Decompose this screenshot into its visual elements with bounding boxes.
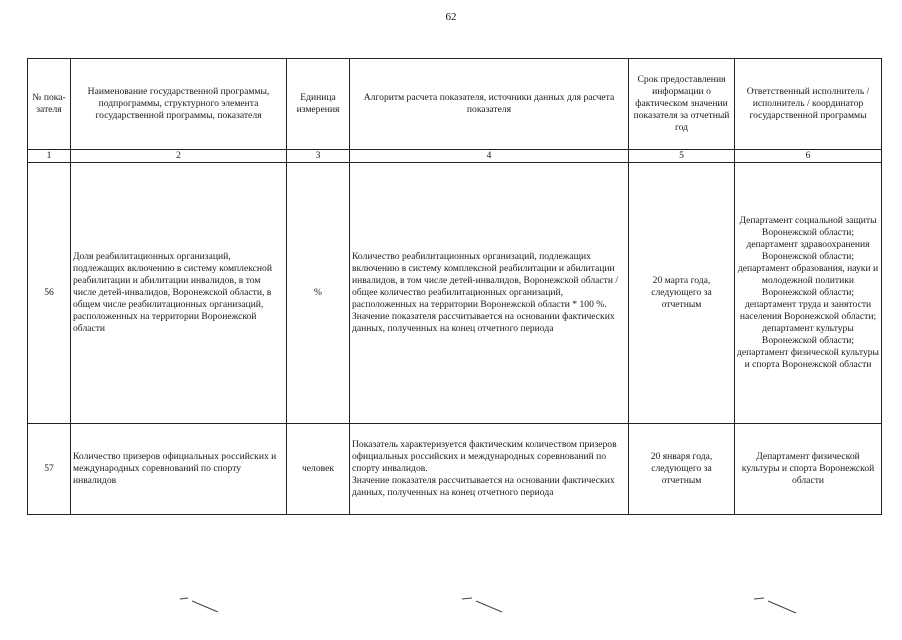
table-header-row [28,59,882,150]
indicator-deadline: 20 марта года, следующего за отчетным [629,163,735,424]
algorithm-paragraph: Количество реабилитационных организаций, подлежащих включению в систему комплексной реабилитации и абилитации инвалидов, в том числе детей-инвалидов, Воронежской области / общее количество реабилитационных организаций, расположенных на территории Воронежской области * 100 %. [352,251,619,310]
column-number: 6 [735,150,882,163]
indicator-algorithm [350,424,629,515]
header-algorithm: Алгоритм расчета показателя, источники данных для расчета показателя [350,59,629,150]
header-executor: Ответственный исполнитель / исполнитель / координатор государственной программы [735,59,882,150]
scan-mark [752,596,812,616]
indicators-table [27,58,882,515]
indicator-name: Количество призеров официальных российских и международных соревнований по спорту инвалидов [71,424,287,515]
scan-mark [460,596,520,616]
indicator-name: Доля реабилитационных организаций, подлежащих включению в систему комплексной реабилитации и абилитации инвалидов, в том числе детей-инвалидов, Воронежской области, в общем числе реабилитационных организаций, расположенных на территории Воронежской области [71,163,287,424]
indicator-algorithm [350,163,629,424]
indicator-unit: % [287,163,350,424]
indicator-number: 57 [28,424,71,515]
table-row [28,163,882,424]
indicator-unit: человек [287,424,350,515]
header-program-name: Наименование государственной программы, подпрограммы, структурного элемента государственной программы, показателя [71,59,287,150]
column-number: 4 [350,150,629,163]
algorithm-paragraph: Значение показателя рассчитывается на основании фактических данных, полученных на конец отчетного периода [352,475,615,498]
header-unit: Единица измерения [287,59,350,150]
indicator-number: 56 [28,163,71,424]
header-indicator-number: № пока-зателя [28,59,71,150]
algorithm-paragraph: Значение показателя рассчитывается на основании фактических данных, полученных на конец отчетного периода [352,311,615,334]
column-number-row [28,150,882,163]
table-row [28,424,882,515]
indicator-deadline: 20 января года, следующего за отчетным [629,424,735,515]
scan-mark [178,596,238,616]
page-number: 62 [445,11,457,23]
column-number: 5 [629,150,735,163]
indicator-executor: Департамент физической культуры и спорта Воронежской области [735,424,882,515]
column-number: 2 [71,150,287,163]
header-deadline: Срок предоставления информации о фактическом значении показателя за отчетный год [629,59,735,150]
column-number: 1 [28,150,71,163]
indicator-executor: Департамент социальной защиты Воронежской области; департамент здравоохранения Воронежской области; департамент образования, науки и молодежной политики Воронежской области; департамент труда и занятости населения Воронежской области; департамент культуры Воронежской области; департамент физической культуры и спорта Воронежской области [735,163,882,424]
algorithm-paragraph: Показатель характеризуется фактическим количеством призеров официальных российских и международных соревнований по спорту инвалидов. [352,439,617,474]
column-number: 3 [287,150,350,163]
